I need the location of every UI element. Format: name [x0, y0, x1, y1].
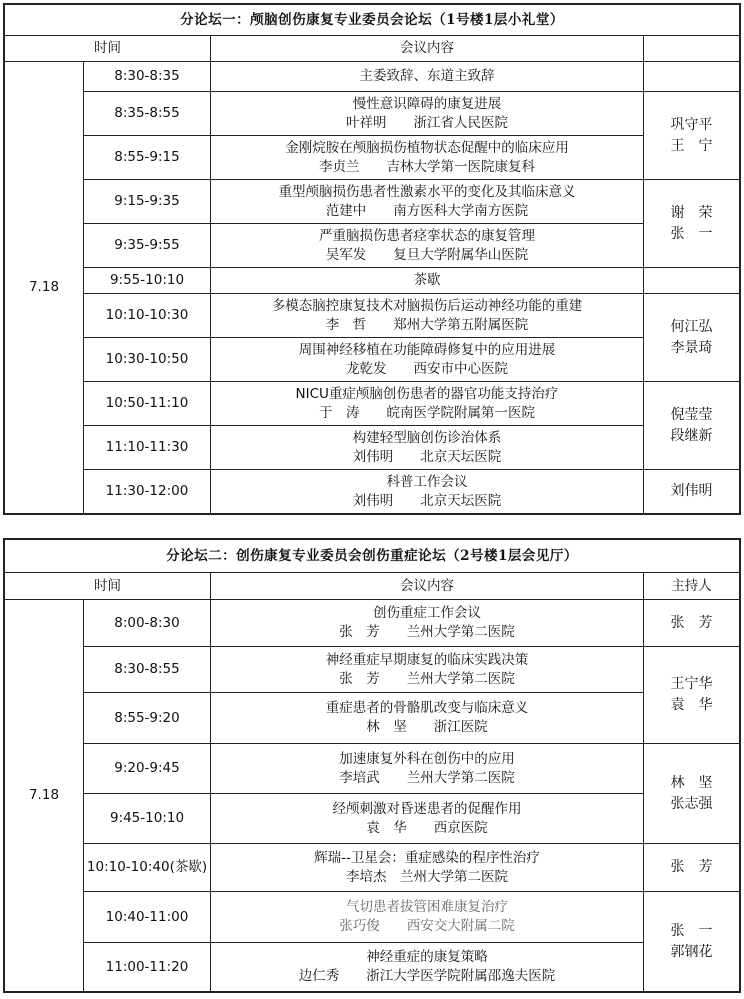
session-speaker: 于 涛 皖南医学院附属第一医院: [319, 404, 535, 421]
host-cell: [644, 382, 740, 470]
session-time: 8:55-9:20: [84, 693, 211, 744]
session-content: [211, 647, 644, 693]
session-topic: 气切患者拔管困难康复治疗: [346, 899, 508, 915]
session-content: [211, 794, 644, 844]
session-topic: 辉瑞--卫星会：重症感染的程序性治疗: [314, 849, 540, 866]
host-name: 刘伟明: [670, 483, 713, 499]
host-name: 段继新: [670, 427, 713, 444]
session-content: [211, 62, 644, 92]
host-name: 巩守平: [670, 116, 713, 133]
host-name: 张 芳: [670, 859, 713, 875]
host-cell: [644, 892, 740, 992]
session-content: [211, 600, 644, 647]
host-name: 谢 荣: [670, 204, 713, 221]
session-time: 8:55-9:15: [84, 136, 211, 180]
session-content: [211, 693, 644, 744]
session-content: [211, 338, 644, 382]
session-time: 10:40-11:00: [84, 892, 211, 943]
session-speaker: 袁 华 西京医院: [366, 819, 488, 836]
session-topic: 多模态脑控康复技术对脑损伤后运动神经功能的重建: [271, 297, 583, 314]
session-time: 10:50-11:10: [84, 382, 211, 426]
session-time: 9:15-9:35: [84, 180, 211, 224]
session-content: [211, 224, 644, 268]
session-time: 9:45-10:10: [84, 794, 211, 844]
forum-2-header-content: 会议内容: [211, 573, 644, 600]
host-cell: [644, 744, 740, 844]
host-name: 何江弘: [670, 318, 713, 335]
session-topic: 创伤重症工作会议: [373, 605, 481, 621]
session-speaker: 林 坚 浙江医院: [366, 719, 488, 735]
session-speaker: 李 哲 郑州大学第五附属医院: [325, 316, 529, 333]
host-cell: [644, 470, 740, 514]
host-name: 王 宁: [670, 137, 713, 154]
session-speaker: 李贞兰 吉林大学第一医院康复科: [319, 158, 535, 175]
session-topic: 神经重症的康复策略: [366, 949, 488, 965]
session-time: 9:35-9:55: [84, 224, 211, 268]
session-speaker: 吴军发 复旦大学附属华山医院: [325, 246, 529, 263]
session-topic: 严重脑损伤患者痉挛状态的康复管理: [319, 227, 535, 244]
host-cell: [644, 268, 740, 294]
host-name: 张 一: [670, 922, 713, 939]
host-cell: [644, 62, 740, 92]
forum-2-header-time: 时间: [5, 573, 211, 600]
session-time: 8:00-8:30: [84, 600, 211, 647]
session-content: [211, 943, 644, 992]
session-content: [211, 294, 644, 338]
host-name: 张 一: [670, 225, 713, 242]
session-content: [211, 136, 644, 180]
forum-1-date: 7.18: [5, 62, 84, 514]
session-topic: 构建轻型脑创伤诊治体系: [352, 429, 502, 446]
session-time: 11:10-11:30: [84, 426, 211, 470]
forum-2-header-host: 主持人: [644, 573, 740, 600]
session-speaker: 张巧俊 西安交大附属二院: [339, 918, 515, 934]
host-name: 袁 华: [670, 697, 713, 713]
session-time: 9:55-10:10: [84, 268, 211, 294]
session-speaker: 张 芳 兰州大学第二医院: [339, 624, 515, 640]
session-content: [211, 426, 644, 470]
host-name: 张志强: [670, 795, 713, 812]
session-topic: 金刚烷胺在颅脑损伤植物状态促醒中的临床应用: [285, 139, 569, 156]
host-cell: [644, 647, 740, 744]
session-topic: 慢性意识障碍的康复进展: [352, 95, 502, 112]
session-topic: 茶歇: [413, 272, 441, 288]
session-content: [211, 844, 644, 892]
session-speaker: 张 芳 兰州大学第二医院: [339, 670, 515, 687]
host-name: 张 芳: [670, 614, 713, 631]
host-cell: [644, 600, 740, 647]
session-topic: 重症患者的骨骼肌改变与临床意义: [325, 700, 529, 716]
host-name: 林 坚: [670, 774, 713, 791]
session-speaker: 边仁秀 浙江大学医学院附属邵逸夫医院: [298, 968, 556, 984]
session-speaker: 叶祥明 浙江省人民医院: [346, 114, 508, 131]
session-content: [211, 744, 644, 794]
session-speaker: 龙乾发 西安市中心医院: [346, 360, 508, 377]
session-content: [211, 382, 644, 426]
session-content: [211, 268, 644, 294]
session-speaker: 刘伟明 北京天坛医院: [352, 492, 502, 509]
forum-1-header-time: 时间: [5, 36, 211, 62]
session-topic: 神经重症早期康复的临床实践决策: [325, 651, 529, 668]
host-cell: [644, 294, 740, 382]
forum-2-title: 分论坛二：创伤康复专业委员会创伤重症论坛（2号楼1层会见厅）: [5, 540, 740, 573]
session-topic: 重型颅脑损伤患者性激素水平的变化及其临床意义: [278, 183, 576, 200]
session-time: 11:30-12:00: [84, 470, 211, 514]
session-time: 9:20-9:45: [84, 744, 211, 794]
host-name: 李景琦: [670, 339, 713, 356]
forum-2-date: 7.18: [5, 600, 84, 992]
host-cell: [644, 844, 740, 892]
session-topic: 主委致辞、东道主致辞: [359, 68, 495, 84]
forum-1-table: [3, 3, 741, 515]
host-name: 王宁华: [670, 676, 713, 692]
session-time: 8:30-8:35: [84, 62, 211, 92]
session-topic: NICU重症颅脑创伤患者的器官功能支持治疗: [295, 385, 559, 402]
session-topic: 科普工作会议: [386, 473, 468, 490]
session-topic: 经颅刺激对昏迷患者的促醒作用: [332, 800, 522, 817]
host-name: 倪莹莹: [670, 406, 713, 423]
session-time: 11:00-11:20: [84, 943, 211, 992]
forum-1-header-content: 会议内容: [211, 36, 644, 62]
session-speaker: 李培武 兰州大学第二医院: [339, 769, 515, 786]
session-time: 10:10-10:30: [84, 294, 211, 338]
forum-1-title: 分论坛一：颅脑创伤康复专业委员会论坛（1号楼1层小礼堂）: [5, 5, 740, 36]
session-speaker: 范建中 南方医科大学南方医院: [325, 202, 529, 219]
session-content: [211, 892, 644, 943]
session-content: [211, 470, 644, 514]
forum-1-header-host: [644, 36, 740, 62]
session-time: 10:10-10:40(茶歇): [84, 844, 211, 892]
host-name: 郭钢花: [670, 943, 713, 960]
session-time: 8:30-8:55: [84, 647, 211, 693]
session-time: 8:35-8:55: [84, 92, 211, 136]
host-cell: [644, 180, 740, 268]
session-time: 10:30-10:50: [84, 338, 211, 382]
session-content: [211, 92, 644, 136]
host-cell: [644, 92, 740, 180]
session-speaker: 刘伟明 北京天坛医院: [352, 448, 502, 465]
session-topic: 周围神经移植在功能障碍修复中的应用进展: [298, 341, 556, 358]
session-speaker: 李培杰 兰州大学第二医院: [346, 868, 508, 885]
session-content: [211, 180, 644, 224]
session-topic: 加速康复外科在创伤中的应用: [339, 750, 515, 767]
forum-2-table: [3, 538, 741, 993]
